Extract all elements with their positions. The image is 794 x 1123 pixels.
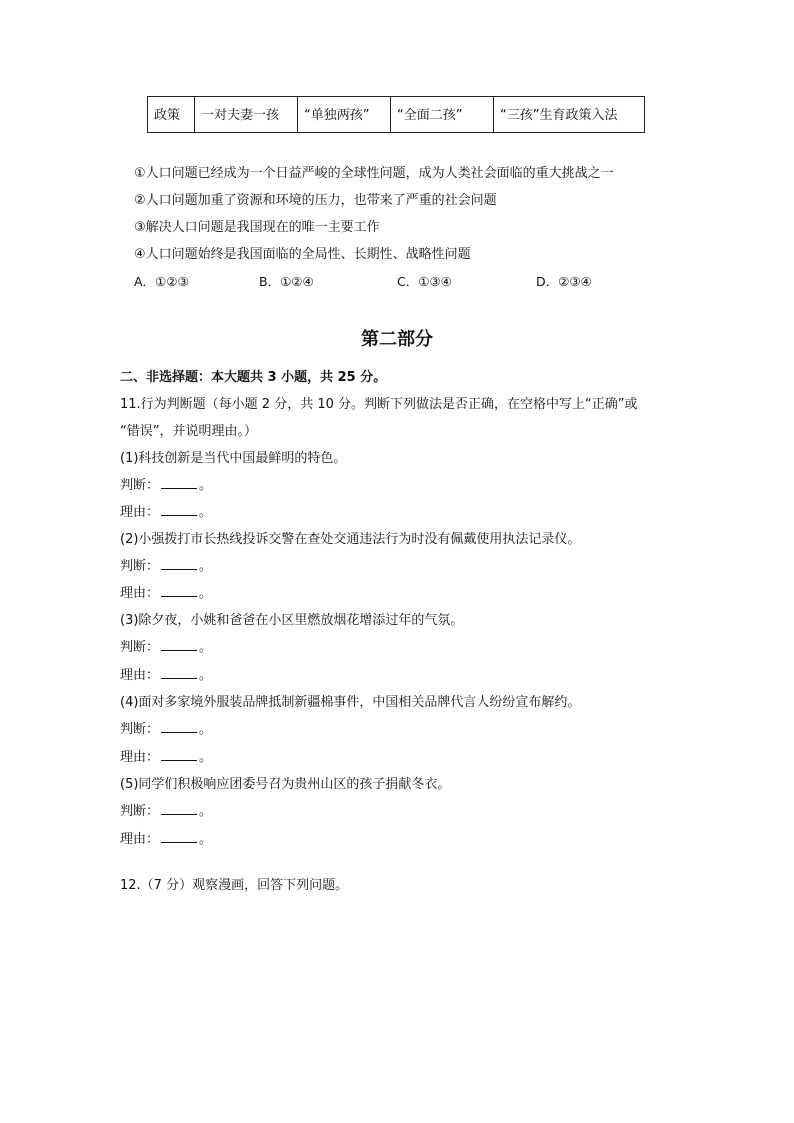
- reason-blank-2[interactable]: [161, 584, 197, 597]
- judge-label: 判断：: [120, 804, 160, 819]
- policy-cell-header: 政策: [148, 97, 195, 133]
- policy-table: [147, 96, 645, 133]
- statement-4: ④人口问题始终是我国面临的全局性、长期性、战略性问题: [134, 247, 471, 262]
- judge-blank-1[interactable]: [161, 476, 197, 489]
- end-mark: 。: [199, 722, 213, 737]
- judge-blank-4[interactable]: [161, 720, 197, 733]
- end-mark: 。: [199, 804, 213, 819]
- option-a: A．①②③: [134, 274, 189, 289]
- reason-label: 理由：: [120, 505, 160, 520]
- judge-row-1: [120, 474, 212, 493]
- judge-row-5: [120, 800, 212, 819]
- end-mark: 。: [199, 750, 213, 765]
- reason-row-2: [120, 582, 212, 601]
- reason-label: 理由：: [120, 750, 160, 765]
- q11-intro-line1: 11.行为判断题（每小题 2 分，共 10 分。判断下列做法是否正确，在空格中写上“正确”或: [120, 397, 638, 412]
- statement-2: ②人口问题加重了资源和环境的压力，也带来了严重的社会问题: [134, 193, 497, 208]
- end-mark: 。: [199, 505, 213, 520]
- judge-row-4: [120, 718, 212, 737]
- statement-1: ①人口问题已经成为一个日益严峻的全球性问题，成为人类社会面临的重大挑战之一: [134, 166, 614, 181]
- end-mark: 。: [199, 586, 213, 601]
- policy-cell-three-child: “三孩”生育政策入法: [494, 97, 645, 133]
- policy-cell-one-child: 一对夫妻一孩: [195, 97, 298, 133]
- judge-blank-3[interactable]: [161, 638, 197, 651]
- reason-label: 理由：: [120, 668, 160, 683]
- end-mark: 。: [199, 640, 213, 655]
- option-d: D．②③④: [536, 274, 592, 289]
- reason-blank-4[interactable]: [161, 748, 197, 761]
- reason-blank-3[interactable]: [161, 666, 197, 679]
- policy-table-row: [148, 97, 645, 133]
- q11-item-2: (2)小强拨打市长热线投诉交警在查处交通违法行为时没有佩戴使用执法记录仪。: [120, 532, 581, 547]
- q11-item-5: (5)同学们积极响应团委号召为贵州山区的孩子捐献冬衣。: [120, 777, 451, 792]
- q11-item-3: (3)除夕夜，小姚和爸爸在小区里燃放烟花增添过年的气氛。: [120, 613, 464, 628]
- judge-row-3: [120, 636, 212, 655]
- judge-label: 判断：: [120, 559, 160, 574]
- q11-item-1: (1)科技创新是当代中国最鲜明的特色。: [120, 451, 347, 466]
- q11-intro-line2: “错误”，并说明理由。）: [120, 424, 257, 439]
- q11-item-4: (4)面对多家境外服装品牌抵制新疆棉事件，中国相关品牌代言人纷纷宣布解约。: [120, 695, 581, 710]
- option-b: B．①②④: [259, 274, 314, 289]
- policy-cell-two-child-universal: “全面二孩”: [391, 97, 494, 133]
- judge-blank-5[interactable]: [161, 802, 197, 815]
- policy-cell-two-child-single: “单独两孩”: [298, 97, 391, 133]
- reason-row-4: [120, 746, 212, 765]
- judge-blank-2[interactable]: [161, 557, 197, 570]
- reason-label: 理由：: [120, 832, 160, 847]
- q12-prompt: 12.（7 分）观察漫画，回答下列问题。: [120, 878, 349, 893]
- statement-3: ③解决人口问题是我国现在的唯一主要工作: [134, 220, 380, 235]
- end-mark: 。: [199, 668, 213, 683]
- end-mark: 。: [199, 478, 213, 493]
- judge-label: 判断：: [120, 478, 160, 493]
- judge-label: 判断：: [120, 722, 160, 737]
- reason-row-5: [120, 828, 212, 847]
- reason-label: 理由：: [120, 586, 160, 601]
- section-title: 第二部分: [361, 329, 433, 350]
- reason-blank-1[interactable]: [161, 503, 197, 516]
- part-heading: 二、非选择题：本大题共 3 小题，共 25 分。: [120, 370, 387, 385]
- reason-row-3: [120, 664, 212, 683]
- option-c: C．①③④: [397, 274, 452, 289]
- reason-row-1: [120, 501, 212, 520]
- judge-row-2: [120, 555, 212, 574]
- reason-blank-5[interactable]: [161, 830, 197, 843]
- end-mark: 。: [199, 559, 213, 574]
- judge-label: 判断：: [120, 640, 160, 655]
- end-mark: 。: [199, 832, 213, 847]
